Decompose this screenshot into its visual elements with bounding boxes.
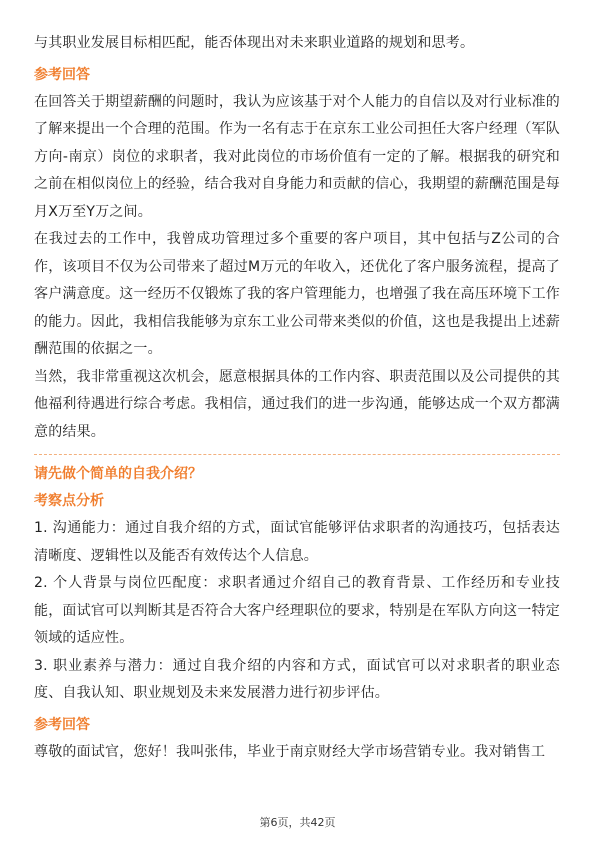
page-content xyxy=(34,30,560,766)
reference-answer-label-2: 参考回答 xyxy=(34,716,90,733)
answer-paragraph-3: 当然，我非常重视这次机会，愿意根据具体的工作内容、职责范围以及公司提供的其他福利待遇进行综合考虑。我相信，通过我们的进一步沟通，能够达成一个双方都满意的结果。 xyxy=(34,368,560,440)
analysis-item-1: 1. 沟通能力：通过自我介绍的方式，面试官能够评估求职者的沟通技巧，包括表达清晰度、逻辑性以及能否有效传达个人信息。 xyxy=(34,520,560,564)
page-footer: 第6页，共42页 xyxy=(259,816,336,829)
reference-answer-label: 参考回答 xyxy=(34,66,90,83)
analysis-label: 考察点分析 xyxy=(34,493,104,509)
answer-start: 尊敬的面试官，您好！我叫张伟，毕业于南京财经大学市场营销专业。我对销售工 xyxy=(34,743,546,760)
analysis-item-2: 2. 个人背景与岗位匹配度：求职者通过介绍自己的教育背景、工作经历和专业技能，面试官可以判断其是否符合大客户经理职位的要求，特别是在军队方向这一特定领域的适应性。 xyxy=(34,575,560,646)
section-divider xyxy=(34,454,560,455)
question-heading: 请先做个简单的自我介绍？ xyxy=(34,466,202,482)
answer-paragraph-1: 在回答关于期望薪酬的问题时，我认为应该基于对个人能力的自信以及对行业标准的了解来提出一个合理的范围。作为一名有志于在京东工业公司担任大客户经理（军队方向-南京）岗位的求职者，我对此岗位的市场价值有一定的了解。根据我的研究和之前在相似岗位上的经验，结合我对自身能力和贡献的信心，我期望的薪酬范围是每月X万至Y万之间。 xyxy=(34,93,560,220)
answer-paragraph-2: 在我过去的工作中，我曾成功管理过多个重要的客户项目，其中包括与Z公司的合作，该项目不仅为公司带来了超过M万元的年收入，还优化了客户服务流程，提高了客户满意度。这一经历不仅锻炼了我的客户管理能力，也增强了我在高压环境下工作的能力。因此，我相信我能够为京东工业公司带来类似的价值，这也是我提出上述薪酬范围的依据之一。 xyxy=(34,231,560,357)
intro-line: 与其职业发展目标相匹配，能否体现出对未来职业道路的规划和思考。 xyxy=(34,35,475,51)
analysis-item-3: 3. 职业素养与潜力：通过自我介绍的内容和方式，面试官可以对求职者的职业态度、自我认知、职业规划及未来发展潜力进行初步评估。 xyxy=(34,657,560,701)
